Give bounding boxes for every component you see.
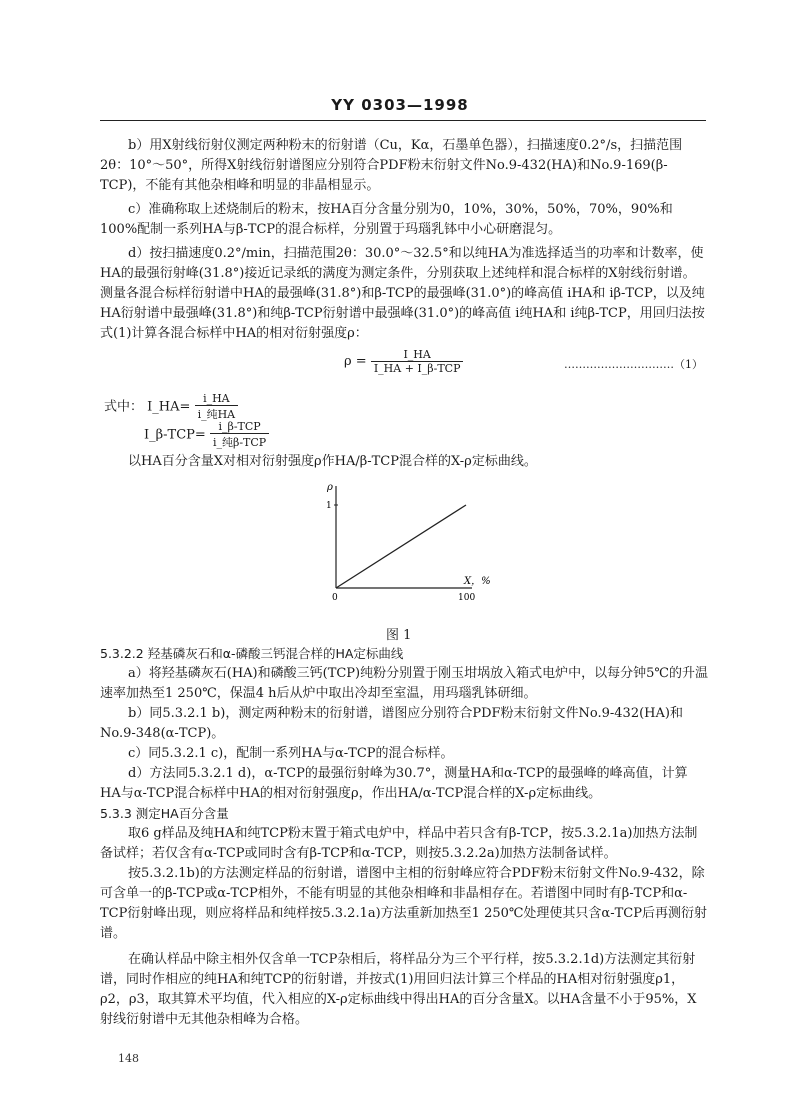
para-5322-a: a）将羟基磷灰石(HA)和磷酸三钙(TCP)纯粉分别置于刚玉坩埚放入箱式电炉中，以每分钟5℃的升温速率加热至1 250℃，保温4 h后从炉中取出冷却至室温，用玛瑙乳钵研细。 — [100, 666, 708, 701]
heading-5322: 5.3.2.2 羟基磷灰石和α-磷酸三钙混合样的HA定标曲线 — [100, 646, 404, 661]
figure-caption: 图 1 — [386, 628, 412, 643]
calibration-chart — [322, 480, 494, 604]
para-5322-d: d）方法同5.3.2.1 d)，α-TCP的最强衍射峰为30.7°，测量HA和α-TCP的最强峰的峰高值，计算HA与α-TCP混合标样中HA的相对衍射强度ρ，作出HA/α-TCP混合样的X-ρ定标曲线。 — [100, 766, 688, 801]
where-line-2 — [144, 420, 269, 450]
formula-denominator: I_HA + I_β-TCP — [371, 361, 464, 375]
para-533-1: 取6 g样品及纯HA和纯TCP粉末置于箱式电炉中，样品中若只含有β-TCP，按5.3.2.1a)加热方法制备试样；若仅含有α-TCP或同时含有β-TCP和α-TCP，则按5.3.2.2a)加热方法制备试样。 — [100, 826, 698, 861]
where-l1-num: i_HA — [203, 392, 230, 405]
where-l2-fraction — [210, 420, 269, 450]
x-axis-label: X，% — [464, 576, 491, 587]
formula-lhs: ρ = — [344, 354, 367, 369]
where-l1-den: i_纯HA — [195, 405, 239, 422]
y-tick-1: 1 — [326, 501, 332, 511]
where-line-1 — [104, 392, 238, 422]
where-l2-num: i_β-TCP — [218, 420, 261, 433]
section-5322 — [100, 644, 708, 1030]
formula-fraction — [371, 348, 464, 375]
where-l2-den: i_纯β-TCP — [210, 433, 269, 450]
formula-tag: …………………………（1） — [564, 358, 703, 371]
where-label: 式中： — [104, 399, 144, 415]
para-5322-b: b）同5.3.2.1 b)，测定两种粉末的衍射谱，谱图应分别符合PDF粉末衍射文件No.9-432(HA)和No.9-348(α-TCP)。 — [100, 706, 683, 741]
page-header: YY 0303—1998 — [331, 96, 469, 114]
para-d: d）按扫描速度0.2°/min，扫描范围2θ：30.0°～32.5°和以纯HA为准选择适当的功率和计数率，使HA的最强衍射峰(31.8°)接近记录纸的满度为测定条件，分别获取上述纯样和混合标样的X射线衍射谱。测量各混合标样衍射谱中HA的最强峰(31.8°)和β-TCP的最强峰(31.0°)的峰高值 iHA和 iβ-TCP，以及纯HA衍射谱中最强峰(31.8°)和纯β-TCP衍射谱中最强峰(31.0°)的峰高值 i纯HA和 i纯β-TCP，用回归法按式(1)计算各混合标样中HA的相对衍射强度ρ： — [100, 246, 705, 341]
where-l1-lhs: I_HA= — [147, 399, 191, 415]
para-plot: 以HA百分含量X对相对衍射强度ρ作HA/β-TCP混合样的X-ρ定标曲线。 — [128, 454, 537, 469]
where-l1-fraction — [195, 392, 239, 422]
x-tick-0: 0 — [332, 593, 338, 603]
para-c: c）准确称取上述烧制后的粉末，按HA百分含量分别为0，10%，30%，50%，70%，90%和100%配制一系列HA与β-TCP的混合标样，分别置于玛瑙乳钵中小心研磨混匀。 — [100, 202, 673, 237]
where-l2-lhs: I_β-TCP= — [144, 427, 206, 443]
formula-numerator: I_HA — [403, 348, 431, 361]
calibration-line — [336, 505, 466, 588]
para-533-3: 在确认样品中除主相外仅含单一TCP杂相后，将样品分为三个平行样，按5.3.2.1d)方法测定其衍射谱，同时作相应的纯HA和纯TCP的衍射谱，并按式(1)用回归法计算三个样品的HA相对衍射强度ρ1，ρ2，ρ3，取其算术平均值，代入相应的X-ρ定标曲线中得出HA的百分含量X。以HA含量不小于95%，X射线衍射谱中无其他杂相峰为合格。 — [100, 952, 697, 1027]
header-rule — [100, 120, 706, 121]
para-b: b）用X射线衍射仪测定两种粉末的衍射谱（Cu，Kα，石墨单色器），扫描速度0.2°/s，扫描范围2θ：10°～50°，所得X射线衍射谱图应分别符合PDF粉末衍射文件No.9-432(HA)和No.9-169(β-TCP)，不能有其他杂相峰和明显的非晶相显示。 — [100, 138, 683, 193]
y-axis-label: ρ — [327, 482, 333, 493]
para-5322-c: c）同5.3.2.1 c)，配制一系列HA与α-TCP的混合标样。 — [128, 746, 454, 761]
heading-533: 5.3.3 测定HA百分含量 — [100, 806, 229, 821]
plot-intro — [100, 452, 708, 472]
formula-1 — [344, 348, 463, 375]
page-number: 148 — [118, 1052, 139, 1065]
para-533-2: 按5.3.2.1b)的方法测定样品的衍射谱，谱图中主相的衍射峰应符合PDF粉末衍射文件No.9-432，除可含单一的β-TCP或α-TCP相外，不能有明显的其他杂相峰和非晶相存在。若谱图中同时有β-TCP和α-TCP衍射峰出现，则应将样品和纯样按5.3.2.1a)方法重新加热至1 250℃处理使其只含α-TCP后再测衍射谱。 — [100, 866, 707, 941]
x-tick-100: 100 — [458, 593, 476, 603]
section-5321-body — [100, 136, 708, 344]
